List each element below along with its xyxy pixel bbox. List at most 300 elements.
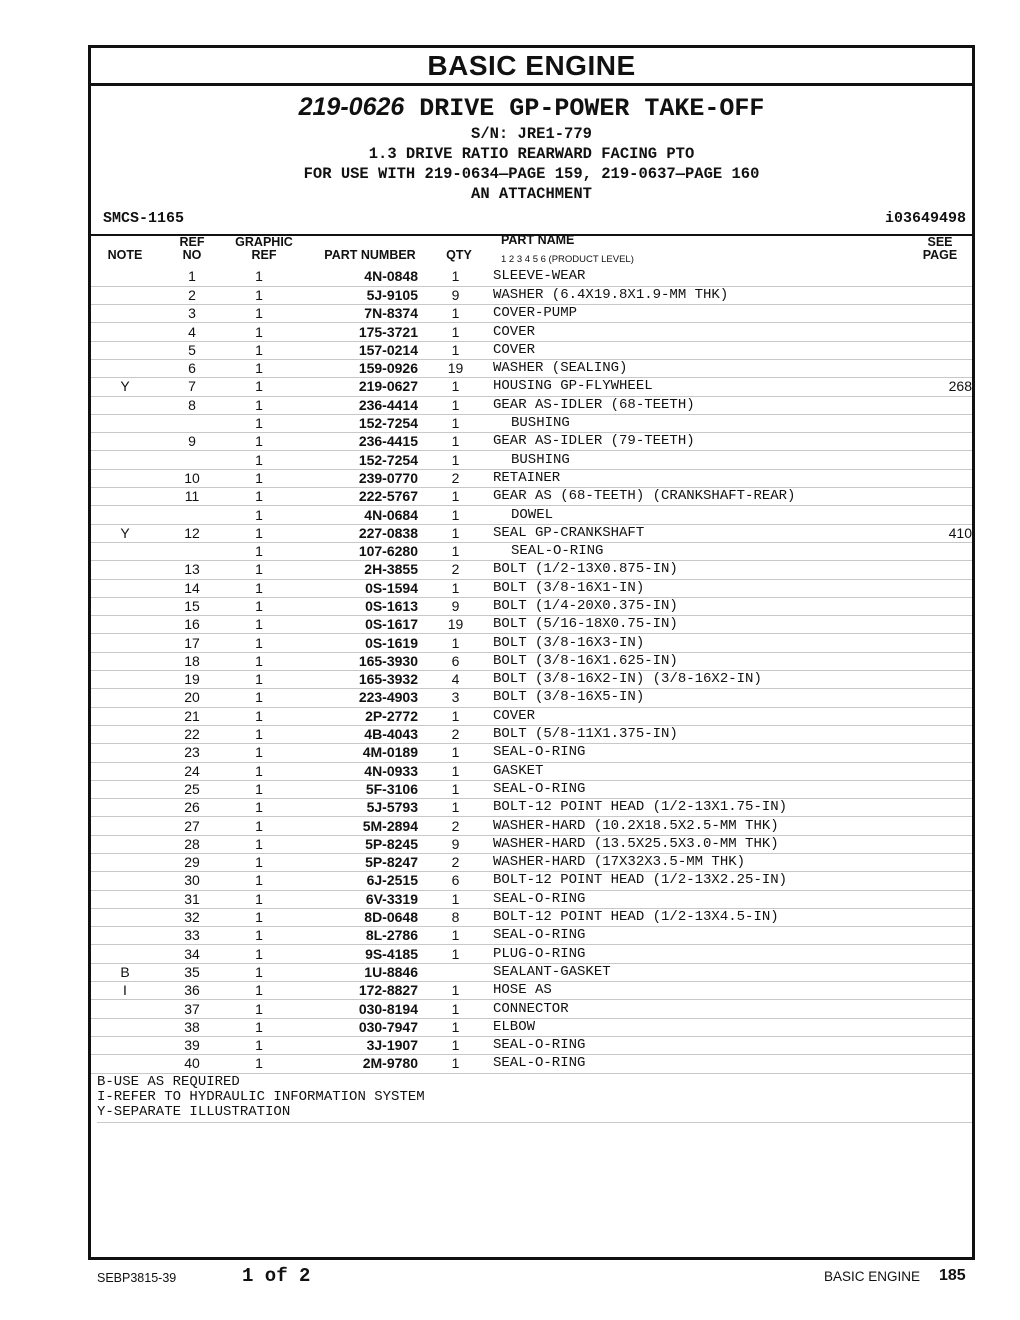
- cell-part-number: [293, 524, 418, 542]
- cell-part-number: [293, 305, 418, 323]
- cell-graphic-ref-text: 1: [255, 707, 263, 724]
- table-row: [91, 652, 972, 670]
- cell-qty: [418, 616, 493, 634]
- cell-part-name: [493, 396, 912, 414]
- cell-graphic-ref-text: 1: [255, 762, 263, 779]
- cell-qty-text: 19: [447, 360, 464, 377]
- cell-ref-no-text: 20: [184, 689, 200, 706]
- cell-qty: [418, 359, 493, 377]
- attachment-line: AN ATTACHMENT: [471, 185, 592, 203]
- cell-part-number-text: 5F-3106: [365, 780, 418, 797]
- cell-qty-text: 1: [451, 323, 460, 340]
- cell-see-page: [912, 1018, 972, 1036]
- cell-part-number-text: 4B-4043: [364, 726, 418, 743]
- cell-qty: [418, 1018, 493, 1036]
- cell-ref-no-text: 30: [184, 872, 200, 889]
- cell-note: [91, 561, 159, 579]
- cell-see-page: [912, 890, 972, 908]
- cell-graphic-ref: [225, 689, 293, 707]
- page-frame: [88, 45, 975, 1260]
- smcs-code: SMCS-1165: [103, 210, 185, 227]
- cell-part-name-text: SEAL-O-RING: [493, 1037, 586, 1054]
- cell-graphic-ref-text: 1: [255, 268, 263, 285]
- cell-part-name-text: SEAL-O-RING: [493, 744, 586, 761]
- cell-ref-no: [159, 1000, 225, 1018]
- cell-qty-text: 1: [451, 451, 460, 468]
- cell-part-name-text: GEAR AS-IDLER (79-TEETH): [493, 433, 695, 450]
- cell-part-name-text: COVER: [493, 323, 536, 340]
- cell-graphic-ref-text: 1: [255, 451, 263, 468]
- cell-graphic-ref: [225, 506, 293, 524]
- illustration-id: i03649498: [884, 210, 966, 227]
- table-row: [91, 341, 972, 359]
- cell-qty: [418, 469, 493, 487]
- cell-ref-no-text: 14: [184, 579, 200, 596]
- cell-graphic-ref-text: 1: [255, 945, 263, 962]
- cell-part-name: [493, 1018, 912, 1036]
- table-row: [91, 268, 972, 286]
- cell-ref-no-text: 17: [184, 634, 200, 651]
- cell-ref-no: [159, 854, 225, 872]
- cell-part-number: [293, 945, 418, 963]
- cell-qty-text: 1: [451, 744, 460, 761]
- table-row: [91, 835, 972, 853]
- cell-qty-text: 2: [451, 854, 460, 871]
- cell-part-name-text: COVER: [493, 707, 536, 724]
- cell-note: [91, 433, 159, 451]
- cell-part-number: [293, 854, 418, 872]
- cell-ref-no: [159, 524, 225, 542]
- cell-part-number-text: 030-8194: [358, 1000, 418, 1017]
- cell-part-name: [493, 780, 912, 798]
- cell-part-name: [493, 561, 912, 579]
- col-graphic-ref-line2: REF: [251, 248, 277, 262]
- cell-part-name: [493, 872, 912, 890]
- table-row: [91, 524, 972, 542]
- cell-part-number-text: 3J-1907: [366, 1037, 418, 1054]
- cell-qty-text: 1: [451, 524, 460, 541]
- cell-qty-text: 1: [451, 488, 460, 505]
- cell-part-number-text: 4N-0933: [364, 762, 418, 779]
- table-row: [91, 323, 972, 341]
- cell-part-number-text: 172-8827: [358, 982, 418, 999]
- cell-part-name-text: WASHER (6.4X19.8X1.9-MM THK): [493, 286, 729, 303]
- cell-graphic-ref-text: 1: [255, 396, 263, 413]
- table-row: [91, 542, 972, 560]
- cell-ref-no: [159, 689, 225, 707]
- cell-part-number-text: 2H-3855: [364, 561, 418, 578]
- table-row: [91, 1055, 972, 1073]
- cell-part-number-text: 2P-2772: [365, 707, 418, 724]
- cell-graphic-ref: [225, 872, 293, 890]
- cell-note: [91, 597, 159, 615]
- cell-part-number-text: 227-0838: [358, 524, 418, 541]
- cell-note: [91, 616, 159, 634]
- cell-part-number: [293, 780, 418, 798]
- cell-note: [91, 780, 159, 798]
- cell-ref-no-text: 18: [184, 652, 200, 669]
- cell-part-name-text: BUSHING: [511, 451, 570, 468]
- cell-part-name-text: COVER: [493, 341, 536, 358]
- cell-qty-text: 1: [451, 799, 460, 816]
- cell-ref-no-text: 34: [184, 945, 200, 962]
- cell-ref-no-text: 40: [184, 1055, 200, 1072]
- page-footer: [0, 1262, 1020, 1292]
- cell-graphic-ref-text: 1: [255, 1055, 263, 1072]
- drive-ratio-line: 1.3 DRIVE RATIO REARWARD FACING PTO: [368, 145, 695, 163]
- cell-see-page: [912, 433, 972, 451]
- cell-ref-no: [159, 762, 225, 780]
- cell-part-number-text: 6V-3319: [365, 890, 418, 907]
- cell-note: [91, 762, 159, 780]
- cell-note: [91, 323, 159, 341]
- table-row: [91, 780, 972, 798]
- col-graphic-ref-line1: GRAPHIC: [235, 235, 293, 249]
- cell-see-page: [912, 671, 972, 689]
- cell-graphic-ref-text: 1: [255, 689, 263, 706]
- table-row: [91, 927, 972, 945]
- cell-ref-no: [159, 341, 225, 359]
- cell-part-name: [493, 835, 912, 853]
- cell-part-name-text: CONNECTOR: [493, 1000, 569, 1017]
- cell-part-name: [493, 579, 912, 597]
- cell-qty-text: 1: [451, 378, 460, 395]
- cell-qty-text: 1: [451, 634, 460, 651]
- cell-part-number: [293, 1055, 418, 1073]
- cell-qty-text: 3: [451, 689, 460, 706]
- cell-note: [91, 744, 159, 762]
- cell-see-page: [912, 707, 972, 725]
- cell-qty: [418, 488, 493, 506]
- cell-qty: [418, 908, 493, 926]
- cell-graphic-ref-text: 1: [255, 744, 263, 761]
- cell-part-name-text: BOLT (1/4-20X0.375-IN): [493, 597, 678, 614]
- cell-see-page: [912, 268, 972, 286]
- cell-ref-no-text: 21: [184, 707, 200, 724]
- cell-note: [91, 835, 159, 853]
- table-row: [91, 359, 972, 377]
- cell-part-number-text: 5J-5793: [366, 799, 418, 816]
- cell-qty: [418, 671, 493, 689]
- cell-ref-no-text: 38: [184, 1018, 200, 1035]
- notes-block: [97, 1075, 972, 1123]
- cell-note: [91, 469, 159, 487]
- cell-ref-no: [159, 286, 225, 304]
- cell-ref-no: [159, 1018, 225, 1036]
- cell-part-name-text: WASHER-HARD (17X32X3.5-MM THK): [493, 854, 746, 871]
- cell-ref-no-text: 33: [184, 927, 200, 944]
- cell-see-page: [912, 799, 972, 817]
- cell-ref-no-text: 10: [184, 469, 200, 486]
- cell-see-page: [912, 396, 972, 414]
- cell-part-number-text: 5M-2894: [362, 817, 418, 834]
- cell-ref-no-text: 36: [184, 982, 200, 999]
- cell-qty-text: 1: [451, 982, 460, 999]
- cell-part-number: [293, 689, 418, 707]
- cell-graphic-ref: [225, 561, 293, 579]
- cell-part-number-text: 5J-9105: [366, 286, 418, 303]
- cell-see-page: [912, 1036, 972, 1054]
- cell-qty-text: 6: [451, 652, 460, 669]
- cell-part-name-text: HOSE AS: [493, 982, 552, 999]
- table-row: [91, 945, 972, 963]
- cell-qty-text: 4: [451, 671, 460, 688]
- cell-graphic-ref: [225, 542, 293, 560]
- cell-part-name-text: ELBOW: [493, 1018, 536, 1035]
- cell-note: [91, 506, 159, 524]
- cell-see-page: [912, 323, 972, 341]
- cell-part-number: [293, 927, 418, 945]
- cell-part-number-text: 4N-0848: [364, 268, 418, 285]
- cell-qty: [418, 927, 493, 945]
- cell-note: [91, 451, 159, 469]
- col-see-page: [915, 236, 965, 262]
- cell-note: [91, 286, 159, 304]
- note-i: I-REFER TO HYDRAULIC INFORMATION SYSTEM: [97, 1089, 425, 1105]
- cell-see-page: [912, 542, 972, 560]
- cell-part-name: [493, 652, 912, 670]
- cell-see-page: [912, 341, 972, 359]
- cell-part-number-text: 236-4415: [358, 433, 418, 450]
- cell-graphic-ref-text: 1: [255, 616, 263, 633]
- cell-part-number-text: 159-0926: [358, 360, 418, 377]
- cell-graphic-ref: [225, 725, 293, 743]
- col-ref-no: [171, 236, 213, 262]
- cell-ref-no-text: 19: [184, 671, 200, 688]
- cell-part-name-text: GASKET: [493, 762, 544, 779]
- cell-note: [91, 817, 159, 835]
- col-product-level: 1 2 3 4 5 6 (PRODUCT LEVEL): [501, 254, 634, 265]
- cell-part-number-text: 0S-1613: [365, 597, 418, 614]
- cell-part-name-text: SLEEVE-WEAR: [493, 268, 586, 285]
- cell-part-number: [293, 561, 418, 579]
- table-row: [91, 597, 972, 615]
- table-row: [91, 378, 972, 396]
- cell-ref-no-text: 23: [184, 744, 200, 761]
- cell-graphic-ref-text: 1: [255, 597, 263, 614]
- cell-note: [91, 963, 159, 981]
- cell-note: [91, 689, 159, 707]
- cell-part-number-text: 030-7947: [358, 1018, 418, 1035]
- cell-part-name: [493, 689, 912, 707]
- cell-part-name-text: SEAL-O-RING: [493, 927, 586, 944]
- cell-part-number: [293, 890, 418, 908]
- cell-part-name: [493, 1055, 912, 1073]
- cell-qty: [418, 963, 493, 981]
- smcs-row: [91, 208, 972, 230]
- cell-qty-text: 1: [451, 396, 460, 413]
- cell-graphic-ref-text: 1: [255, 872, 263, 889]
- cell-graphic-ref: [225, 616, 293, 634]
- document-number: SEBP3815-39: [97, 1271, 177, 1285]
- cell-part-number: [293, 908, 418, 926]
- cell-see-page: [912, 963, 972, 981]
- cell-note: [91, 414, 159, 432]
- cell-part-number: [293, 341, 418, 359]
- cell-part-number-text: 223-4903: [358, 689, 418, 706]
- cell-ref-no: [159, 268, 225, 286]
- cell-part-name: [493, 469, 912, 487]
- cell-see-page: [912, 597, 972, 615]
- cell-ref-no-text: 32: [184, 909, 200, 926]
- cell-see-page: [912, 634, 972, 652]
- cell-graphic-ref: [225, 323, 293, 341]
- cell-part-name-text: BOLT (3/8-16X1.625-IN): [493, 652, 678, 669]
- cell-qty: [418, 652, 493, 670]
- cell-ref-no: [159, 579, 225, 597]
- cell-see-page: [912, 469, 972, 487]
- table-row: [91, 671, 972, 689]
- note-y: Y-SEPARATE ILLUSTRATION: [97, 1104, 291, 1120]
- cell-ref-no: [159, 597, 225, 615]
- cell-part-number: [293, 488, 418, 506]
- cell-note: [91, 908, 159, 926]
- cell-graphic-ref-text: 1: [255, 323, 263, 340]
- cell-qty-text: 2: [451, 469, 460, 486]
- cell-part-number: [293, 414, 418, 432]
- cell-qty-text: 19: [447, 616, 464, 633]
- cell-note: [91, 799, 159, 817]
- table-row: [91, 286, 972, 304]
- cell-see-page: [912, 689, 972, 707]
- cell-graphic-ref-text: 1: [255, 561, 263, 578]
- cell-ref-no: [159, 744, 225, 762]
- cell-note: [91, 927, 159, 945]
- cell-note: [91, 634, 159, 652]
- table-row: [91, 707, 972, 725]
- table-row: [91, 854, 972, 872]
- cell-part-name: [493, 671, 912, 689]
- cell-part-number-text: 219-0627: [358, 378, 418, 395]
- cell-part-number-text: 107-6280: [358, 543, 418, 560]
- cell-ref-no: [159, 890, 225, 908]
- serial-number-line: S/N: JRE1-779: [471, 125, 592, 143]
- cell-part-name: [493, 762, 912, 780]
- col-qty: QTY: [446, 248, 472, 262]
- cell-qty: [418, 1000, 493, 1018]
- cell-graphic-ref-text: 1: [255, 1037, 263, 1054]
- cell-ref-no: [159, 414, 225, 432]
- cell-part-number: [293, 744, 418, 762]
- cell-part-number-text: 4M-0189: [362, 744, 418, 761]
- cell-qty: [418, 268, 493, 286]
- cell-see-page: [912, 305, 972, 323]
- page-of: 1 of 2: [242, 1265, 311, 1287]
- cell-graphic-ref: [225, 707, 293, 725]
- cell-qty-text: 9: [451, 597, 460, 614]
- cell-qty: [418, 378, 493, 396]
- cell-part-number: [293, 799, 418, 817]
- cell-note-text: B: [120, 963, 130, 980]
- cell-qty-text: 1: [451, 945, 460, 962]
- group-title: [91, 92, 972, 124]
- cell-part-number-text: 157-0214: [358, 341, 418, 358]
- cell-part-name: [493, 945, 912, 963]
- cell-part-name-text: SEAL-O-RING: [511, 543, 604, 560]
- cell-qty: [418, 341, 493, 359]
- cell-part-number: [293, 451, 418, 469]
- cell-part-name: [493, 488, 912, 506]
- cell-note: [91, 1036, 159, 1054]
- cell-see-page: [912, 616, 972, 634]
- cell-part-name-text: GEAR AS (68-TEETH) (CRANKSHAFT-REAR): [493, 488, 796, 505]
- cell-part-number-text: 0S-1594: [365, 579, 418, 596]
- table-row: [91, 817, 972, 835]
- cell-part-number: [293, 286, 418, 304]
- cell-part-name-text: BOLT-12 POINT HEAD (1/2-13X4.5-IN): [493, 909, 779, 926]
- table-row: [91, 488, 972, 506]
- cell-graphic-ref-text: 1: [255, 963, 263, 980]
- cell-graphic-ref-text: 1: [255, 1018, 263, 1035]
- cell-part-number: [293, 725, 418, 743]
- cell-qty: [418, 817, 493, 835]
- table-row: [91, 433, 972, 451]
- cell-part-name: [493, 854, 912, 872]
- table-row: [91, 451, 972, 469]
- cell-part-number-text: 8D-0648: [364, 909, 418, 926]
- cell-graphic-ref-text: 1: [255, 927, 263, 944]
- cell-graphic-ref-text: 1: [255, 817, 263, 834]
- cell-see-page: [912, 1055, 972, 1073]
- cell-ref-no-text: 5: [188, 341, 196, 358]
- cell-part-number: [293, 835, 418, 853]
- cell-graphic-ref: [225, 1055, 293, 1073]
- cell-note: [91, 982, 159, 1000]
- cell-graphic-ref: [225, 780, 293, 798]
- cell-see-page: [912, 744, 972, 762]
- cell-ref-no: [159, 469, 225, 487]
- cell-ref-no: [159, 506, 225, 524]
- cell-qty-text: 8: [451, 909, 460, 926]
- cell-graphic-ref-text: 1: [255, 506, 263, 523]
- cell-qty-text: 2: [451, 726, 460, 743]
- cell-see-page: [912, 817, 972, 835]
- cell-graphic-ref-text: 1: [255, 780, 263, 797]
- cell-part-number: [293, 872, 418, 890]
- cell-part-number: [293, 634, 418, 652]
- cell-part-name: [493, 524, 912, 542]
- cell-qty-text: 1: [451, 305, 460, 322]
- cell-qty: [418, 982, 493, 1000]
- cell-ref-no: [159, 671, 225, 689]
- cell-note: [91, 396, 159, 414]
- cell-part-name-text: BOLT (3/8-16X2-IN) (3/8-16X2-IN): [493, 671, 762, 688]
- cell-graphic-ref: [225, 433, 293, 451]
- cell-graphic-ref-text: 1: [255, 982, 263, 999]
- cell-part-name: [493, 323, 912, 341]
- cell-part-name: [493, 506, 912, 524]
- cell-part-name: [493, 1036, 912, 1054]
- parts-table: [91, 268, 972, 1074]
- cell-qty: [418, 524, 493, 542]
- cell-ref-no-text: 15: [184, 597, 200, 614]
- cell-see-page: [912, 872, 972, 890]
- cell-note: [91, 579, 159, 597]
- cell-qty-text: 1: [451, 1000, 460, 1017]
- cell-ref-no: [159, 817, 225, 835]
- note-b: B-USE AS REQUIRED: [97, 1074, 240, 1090]
- cell-ref-no: [159, 1055, 225, 1073]
- cell-qty-text: 1: [451, 707, 460, 724]
- cell-part-number-text: 152-7254: [358, 451, 418, 468]
- cell-part-number: [293, 506, 418, 524]
- cell-qty: [418, 323, 493, 341]
- cell-part-number: [293, 597, 418, 615]
- cell-see-page: [912, 780, 972, 798]
- cell-ref-no-text: 6: [188, 360, 196, 377]
- cell-qty: [418, 579, 493, 597]
- table-row: [91, 305, 972, 323]
